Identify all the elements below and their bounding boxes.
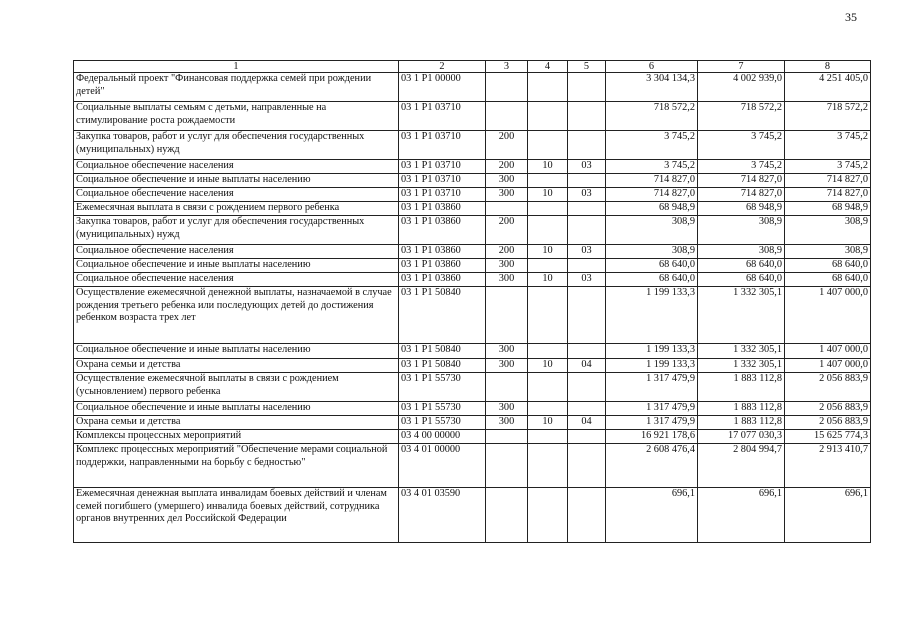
row-name: Социальные выплаты семьям с детьми, направленные на стимулирование роста рождаемости [74,102,399,131]
row-code: 03 1 Р1 03710 [399,188,486,202]
row-value-col7: 714 827,0 [698,188,785,202]
row-subsection [568,73,606,102]
table-row [74,259,871,273]
table-row [74,373,871,402]
row-value-col6: 1 317 479,9 [606,416,698,430]
row-value-col6: 3 304 134,3 [606,73,698,102]
row-name: Закупка товаров, работ и услуг для обеспечения государственных (муниципальных) нужд [74,216,399,245]
row-expense-type: 200 [486,216,528,245]
row-subsection: 04 [568,359,606,373]
table-row [74,416,871,430]
row-value-col7: 4 002 939,0 [698,73,785,102]
table-row [74,160,871,174]
row-value-col6: 16 921 178,6 [606,430,698,444]
row-expense-type [486,444,528,488]
row-value-col6: 718 572,2 [606,102,698,131]
row-value-col7: 308,9 [698,245,785,259]
row-expense-type: 200 [486,245,528,259]
row-code: 03 1 Р1 50840 [399,344,486,359]
row-value-col8: 3 745,2 [785,131,871,160]
row-name: Федеральный проект "Финансовая поддержка семей при рождении детей" [74,73,399,102]
table-row [74,245,871,259]
row-name: Социальное обеспечение и иные выплаты населению [74,259,399,273]
row-value-col7: 1 332 305,1 [698,359,785,373]
row-code: 03 1 Р1 55730 [399,416,486,430]
row-expense-type [486,73,528,102]
row-expense-type: 300 [486,273,528,287]
row-value-col6: 1 199 133,3 [606,287,698,344]
row-value-col7: 17 077 030,3 [698,430,785,444]
table-row [74,488,871,543]
header-row [74,61,871,73]
row-code: 03 1 Р1 55730 [399,402,486,416]
row-name: Социальное обеспечение и иные выплаты населению [74,344,399,359]
row-code: 03 1 Р1 50840 [399,359,486,373]
table-row [74,73,871,102]
row-code: 03 1 Р1 03860 [399,245,486,259]
row-name: Охрана семьи и детства [74,416,399,430]
header-cell-5: 5 [568,61,606,73]
row-section [528,373,568,402]
row-subsection: 03 [568,160,606,174]
row-value-col7: 1 332 305,1 [698,287,785,344]
row-name: Ежемесячная выплата в связи с рождением первого ребенка [74,202,399,216]
row-value-col7: 2 804 994,7 [698,444,785,488]
row-expense-type [486,287,528,344]
row-subsection: 03 [568,188,606,202]
row-value-col7: 1 883 112,8 [698,402,785,416]
header-cell-2: 2 [399,61,486,73]
row-value-col8: 4 251 405,0 [785,73,871,102]
row-value-col8: 714 827,0 [785,188,871,202]
row-code: 03 1 Р1 50840 [399,287,486,344]
row-name: Осуществление ежемесячной денежной выплаты, назначаемой в случае рождения третьего ребенка или последующих детей до достижения ребенком возраста трех лет [74,287,399,344]
row-value-col6: 696,1 [606,488,698,543]
row-name: Осуществление ежемесячной выплаты в связи с рождением (усыновлением) первого ребенка [74,373,399,402]
row-expense-type: 300 [486,416,528,430]
row-name: Закупка товаров, работ и услуг для обеспечения государственных (муниципальных) нужд [74,131,399,160]
row-expense-type [486,430,528,444]
table-row [74,430,871,444]
row-subsection [568,131,606,160]
table-row [74,344,871,359]
header-cell-7: 7 [698,61,785,73]
row-subsection: 04 [568,416,606,430]
row-subsection [568,102,606,131]
row-value-col7: 1 883 112,8 [698,373,785,402]
row-value-col7: 714 827,0 [698,174,785,188]
header-cell-3: 3 [486,61,528,73]
row-code: 03 4 01 03590 [399,488,486,543]
row-value-col8: 718 572,2 [785,102,871,131]
row-value-col6: 1 317 479,9 [606,402,698,416]
table-row [74,359,871,373]
row-section [528,102,568,131]
row-name: Охрана семьи и детства [74,359,399,373]
header-cell-8: 8 [785,61,871,73]
row-subsection [568,344,606,359]
table-row [74,444,871,488]
row-section [528,344,568,359]
row-name: Социальное обеспечение населения [74,188,399,202]
row-value-col6: 308,9 [606,216,698,245]
row-value-col6: 1 317 479,9 [606,373,698,402]
row-subsection [568,402,606,416]
row-section [528,402,568,416]
row-expense-type: 300 [486,344,528,359]
row-value-col6: 308,9 [606,245,698,259]
row-code: 03 1 Р1 03710 [399,131,486,160]
row-value-col8: 15 625 774,3 [785,430,871,444]
row-expense-type [486,102,528,131]
row-expense-type: 300 [486,188,528,202]
row-name: Социальное обеспечение населения [74,160,399,174]
row-code: 03 1 Р1 03710 [399,160,486,174]
row-value-col6: 68 640,0 [606,259,698,273]
row-section [528,259,568,273]
row-value-col6: 714 827,0 [606,174,698,188]
table-row [74,188,871,202]
row-subsection: 03 [568,245,606,259]
row-value-col8: 2 056 883,9 [785,416,871,430]
row-value-col8: 696,1 [785,488,871,543]
row-code: 03 1 Р1 03860 [399,216,486,245]
row-value-col8: 1 407 000,0 [785,344,871,359]
row-subsection [568,174,606,188]
row-value-col6: 1 199 133,3 [606,359,698,373]
row-section: 10 [528,416,568,430]
row-code: 03 4 00 00000 [399,430,486,444]
row-section [528,73,568,102]
row-section [528,174,568,188]
row-code: 03 4 01 00000 [399,444,486,488]
row-name: Социальное обеспечение и иные выплаты населению [74,174,399,188]
row-expense-type: 300 [486,359,528,373]
row-value-col8: 308,9 [785,245,871,259]
row-value-col7: 68 640,0 [698,259,785,273]
row-value-col8: 2 913 410,7 [785,444,871,488]
row-section [528,202,568,216]
row-subsection [568,444,606,488]
row-value-col8: 2 056 883,9 [785,402,871,416]
header-cell-4: 4 [528,61,568,73]
row-value-col7: 696,1 [698,488,785,543]
row-section [528,287,568,344]
row-expense-type [486,373,528,402]
row-value-col8: 1 407 000,0 [785,359,871,373]
row-expense-type: 300 [486,402,528,416]
row-section [528,131,568,160]
table-row [74,174,871,188]
row-value-col6: 1 199 133,3 [606,344,698,359]
row-value-col6: 3 745,2 [606,131,698,160]
row-code: 03 1 Р1 03860 [399,273,486,287]
row-value-col8: 3 745,2 [785,160,871,174]
row-section: 10 [528,188,568,202]
row-expense-type: 200 [486,131,528,160]
row-subsection [568,488,606,543]
row-value-col7: 1 332 305,1 [698,344,785,359]
header-cell-6: 6 [606,61,698,73]
row-value-col7: 68 948,9 [698,202,785,216]
table-row [74,202,871,216]
row-value-col6: 2 608 476,4 [606,444,698,488]
row-value-col8: 2 056 883,9 [785,373,871,402]
row-subsection [568,202,606,216]
table-row [74,216,871,245]
row-section [528,488,568,543]
row-subsection [568,259,606,273]
row-subsection: 03 [568,273,606,287]
row-section: 10 [528,245,568,259]
row-section: 10 [528,359,568,373]
row-code: 03 1 Р1 03710 [399,102,486,131]
row-value-col6: 3 745,2 [606,160,698,174]
row-subsection [568,373,606,402]
row-subsection [568,216,606,245]
row-code: 03 1 Р1 03860 [399,259,486,273]
table-header [74,61,871,73]
table-row [74,287,871,344]
budget-table [73,60,871,543]
row-value-col6: 714 827,0 [606,188,698,202]
row-value-col8: 1 407 000,0 [785,287,871,344]
row-value-col7: 68 640,0 [698,273,785,287]
row-expense-type: 200 [486,160,528,174]
row-value-col8: 68 948,9 [785,202,871,216]
row-name: Социальное обеспечение населения [74,245,399,259]
row-expense-type: 300 [486,174,528,188]
row-value-col8: 68 640,0 [785,259,871,273]
row-code: 03 1 Р1 55730 [399,373,486,402]
row-subsection [568,430,606,444]
table-body [74,73,871,543]
header-cell-1: 1 [74,61,399,73]
row-section [528,430,568,444]
table-row [74,273,871,287]
row-code: 03 1 Р1 03710 [399,174,486,188]
row-subsection [568,287,606,344]
row-name: Комплексы процессных мероприятий [74,430,399,444]
row-value-col7: 1 883 112,8 [698,416,785,430]
row-code: 03 1 Р1 00000 [399,73,486,102]
row-name: Социальное обеспечение и иные выплаты населению [74,402,399,416]
row-name: Социальное обеспечение населения [74,273,399,287]
table-row [74,102,871,131]
row-code: 03 1 Р1 03860 [399,202,486,216]
row-value-col6: 68 948,9 [606,202,698,216]
row-value-col6: 68 640,0 [606,273,698,287]
row-section: 10 [528,160,568,174]
row-value-col8: 68 640,0 [785,273,871,287]
row-value-col7: 3 745,2 [698,160,785,174]
row-section [528,216,568,245]
table-row [74,402,871,416]
row-name: Комплекс процессных мероприятий "Обеспечение мерами социальной поддержки, направленными на борьбу с бедностью" [74,444,399,488]
row-expense-type [486,488,528,543]
row-expense-type [486,202,528,216]
row-section [528,444,568,488]
row-value-col7: 718 572,2 [698,102,785,131]
row-value-col8: 714 827,0 [785,174,871,188]
row-value-col7: 3 745,2 [698,131,785,160]
row-expense-type: 300 [486,259,528,273]
page-number: 35 [845,10,857,24]
row-value-col8: 308,9 [785,216,871,245]
row-section: 10 [528,273,568,287]
row-value-col7: 308,9 [698,216,785,245]
table-row [74,131,871,160]
row-name: Ежемесячная денежная выплата инвалидам боевых действий и членам семей погибшего (умершего) инвалида боевых действий, сотрудника органов внутренних дел Российской Федерации [74,488,399,543]
